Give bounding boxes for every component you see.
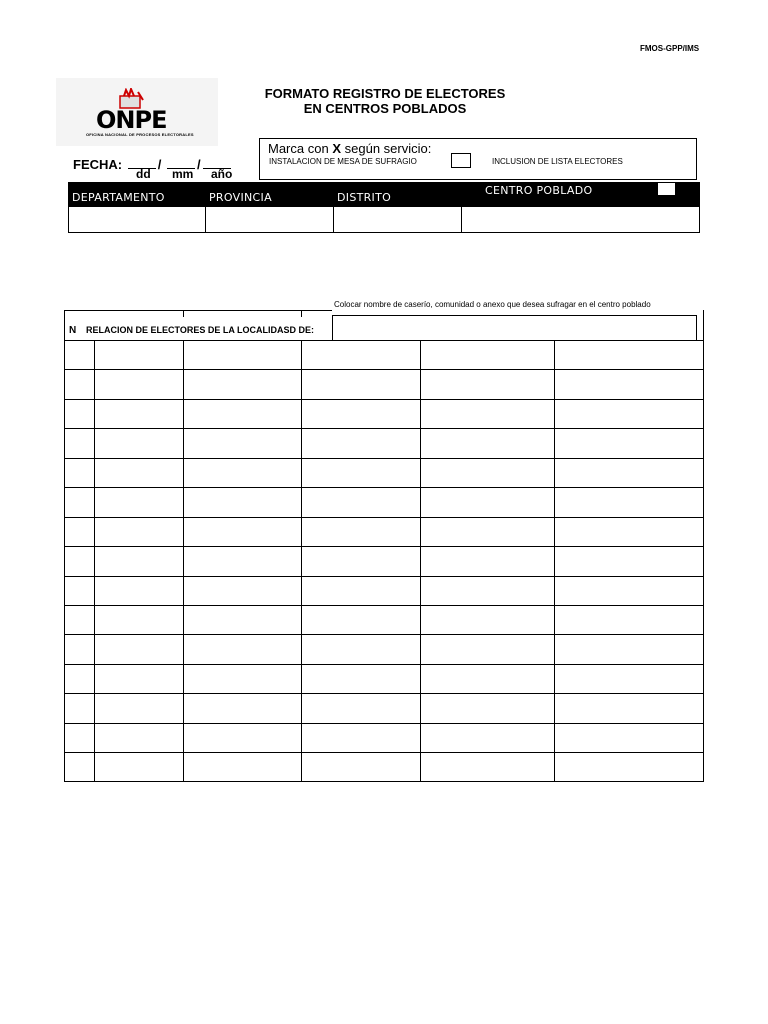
location-header (68, 182, 700, 207)
column-line (301, 340, 302, 782)
service-heading-suffix: según servicio: (344, 141, 432, 156)
logo-wordmark: ONPE (96, 106, 167, 134)
locality-instruction: Colocar nombre de caserío, comunidad o anexo que desea sufragar en el centro poblado (334, 300, 651, 309)
column-line (420, 340, 421, 782)
table-top-border (64, 310, 332, 311)
service-heading-x: X (332, 141, 341, 156)
column-line (183, 340, 184, 782)
date-yyyy-label: año (211, 167, 233, 181)
locality-name-input[interactable] (332, 315, 697, 341)
date-dd-label: dd (136, 167, 151, 181)
logo-subtitle: OFICINA NACIONAL DE PROCESOS ELECTORALES (86, 132, 194, 137)
table-bottom-border (64, 781, 704, 782)
distrito-cell[interactable] (334, 207, 461, 232)
row-line (64, 634, 704, 635)
service-option-inclusion: INCLUSION DE LISTA ELECTORES (492, 157, 623, 166)
row-line (64, 723, 704, 724)
table-left-border (64, 310, 65, 782)
row-line (64, 693, 704, 694)
header-provincia: PROVINCIA (209, 191, 272, 204)
date-mm-label: mm (172, 167, 194, 181)
provincia-cell[interactable] (206, 207, 333, 232)
table-locality-label: RELACION DE ELECTORES DE LA LOCALIDASD DE: (86, 325, 315, 335)
row-line (64, 487, 704, 488)
location-input-row (68, 207, 700, 233)
row-line (64, 458, 704, 459)
row-line (64, 605, 704, 606)
service-heading-prefix: Marca con (268, 141, 329, 156)
column-line (554, 340, 555, 782)
table-number-header: N (69, 325, 77, 336)
date-field (73, 157, 233, 172)
row-line (64, 752, 704, 753)
departamento-cell[interactable] (69, 207, 205, 232)
row-line (64, 576, 704, 577)
header-departamento: DEPARTAMENTO (72, 191, 165, 204)
date-sep-2: / (196, 157, 201, 172)
row-line (64, 546, 704, 547)
service-option-instalacion: INSTALACION DE MESA DE SUFRAGIO (269, 157, 417, 166)
title-line-2: EN CENTROS POBLADOS (303, 101, 467, 116)
form-code: FMOS-GPP/IMS (640, 44, 700, 53)
column-stub (301, 310, 302, 317)
row-line (64, 428, 704, 429)
date-label: FECHA: (73, 157, 123, 172)
centro-poblado-cell[interactable] (462, 207, 700, 232)
row-line (64, 517, 704, 518)
service-heading (268, 141, 431, 156)
centro-poblado-checkbox[interactable] (658, 183, 675, 195)
row-line (64, 399, 704, 400)
service-selection-box (259, 138, 697, 180)
column-line (94, 340, 95, 782)
row-line (64, 369, 704, 370)
column-stub (183, 310, 184, 317)
service-checkbox[interactable] (451, 153, 471, 168)
onpe-logo (56, 78, 218, 146)
title-line-1: FORMATO REGISTRO DE ELECTORES (264, 86, 506, 101)
header-distrito: DISTRITO (337, 191, 392, 204)
row-line (64, 664, 704, 665)
header-centro-poblado: CENTRO POBLADO (485, 184, 593, 197)
date-sep-1: / (157, 157, 162, 172)
form-title (230, 86, 540, 116)
table-right-border (703, 310, 704, 782)
